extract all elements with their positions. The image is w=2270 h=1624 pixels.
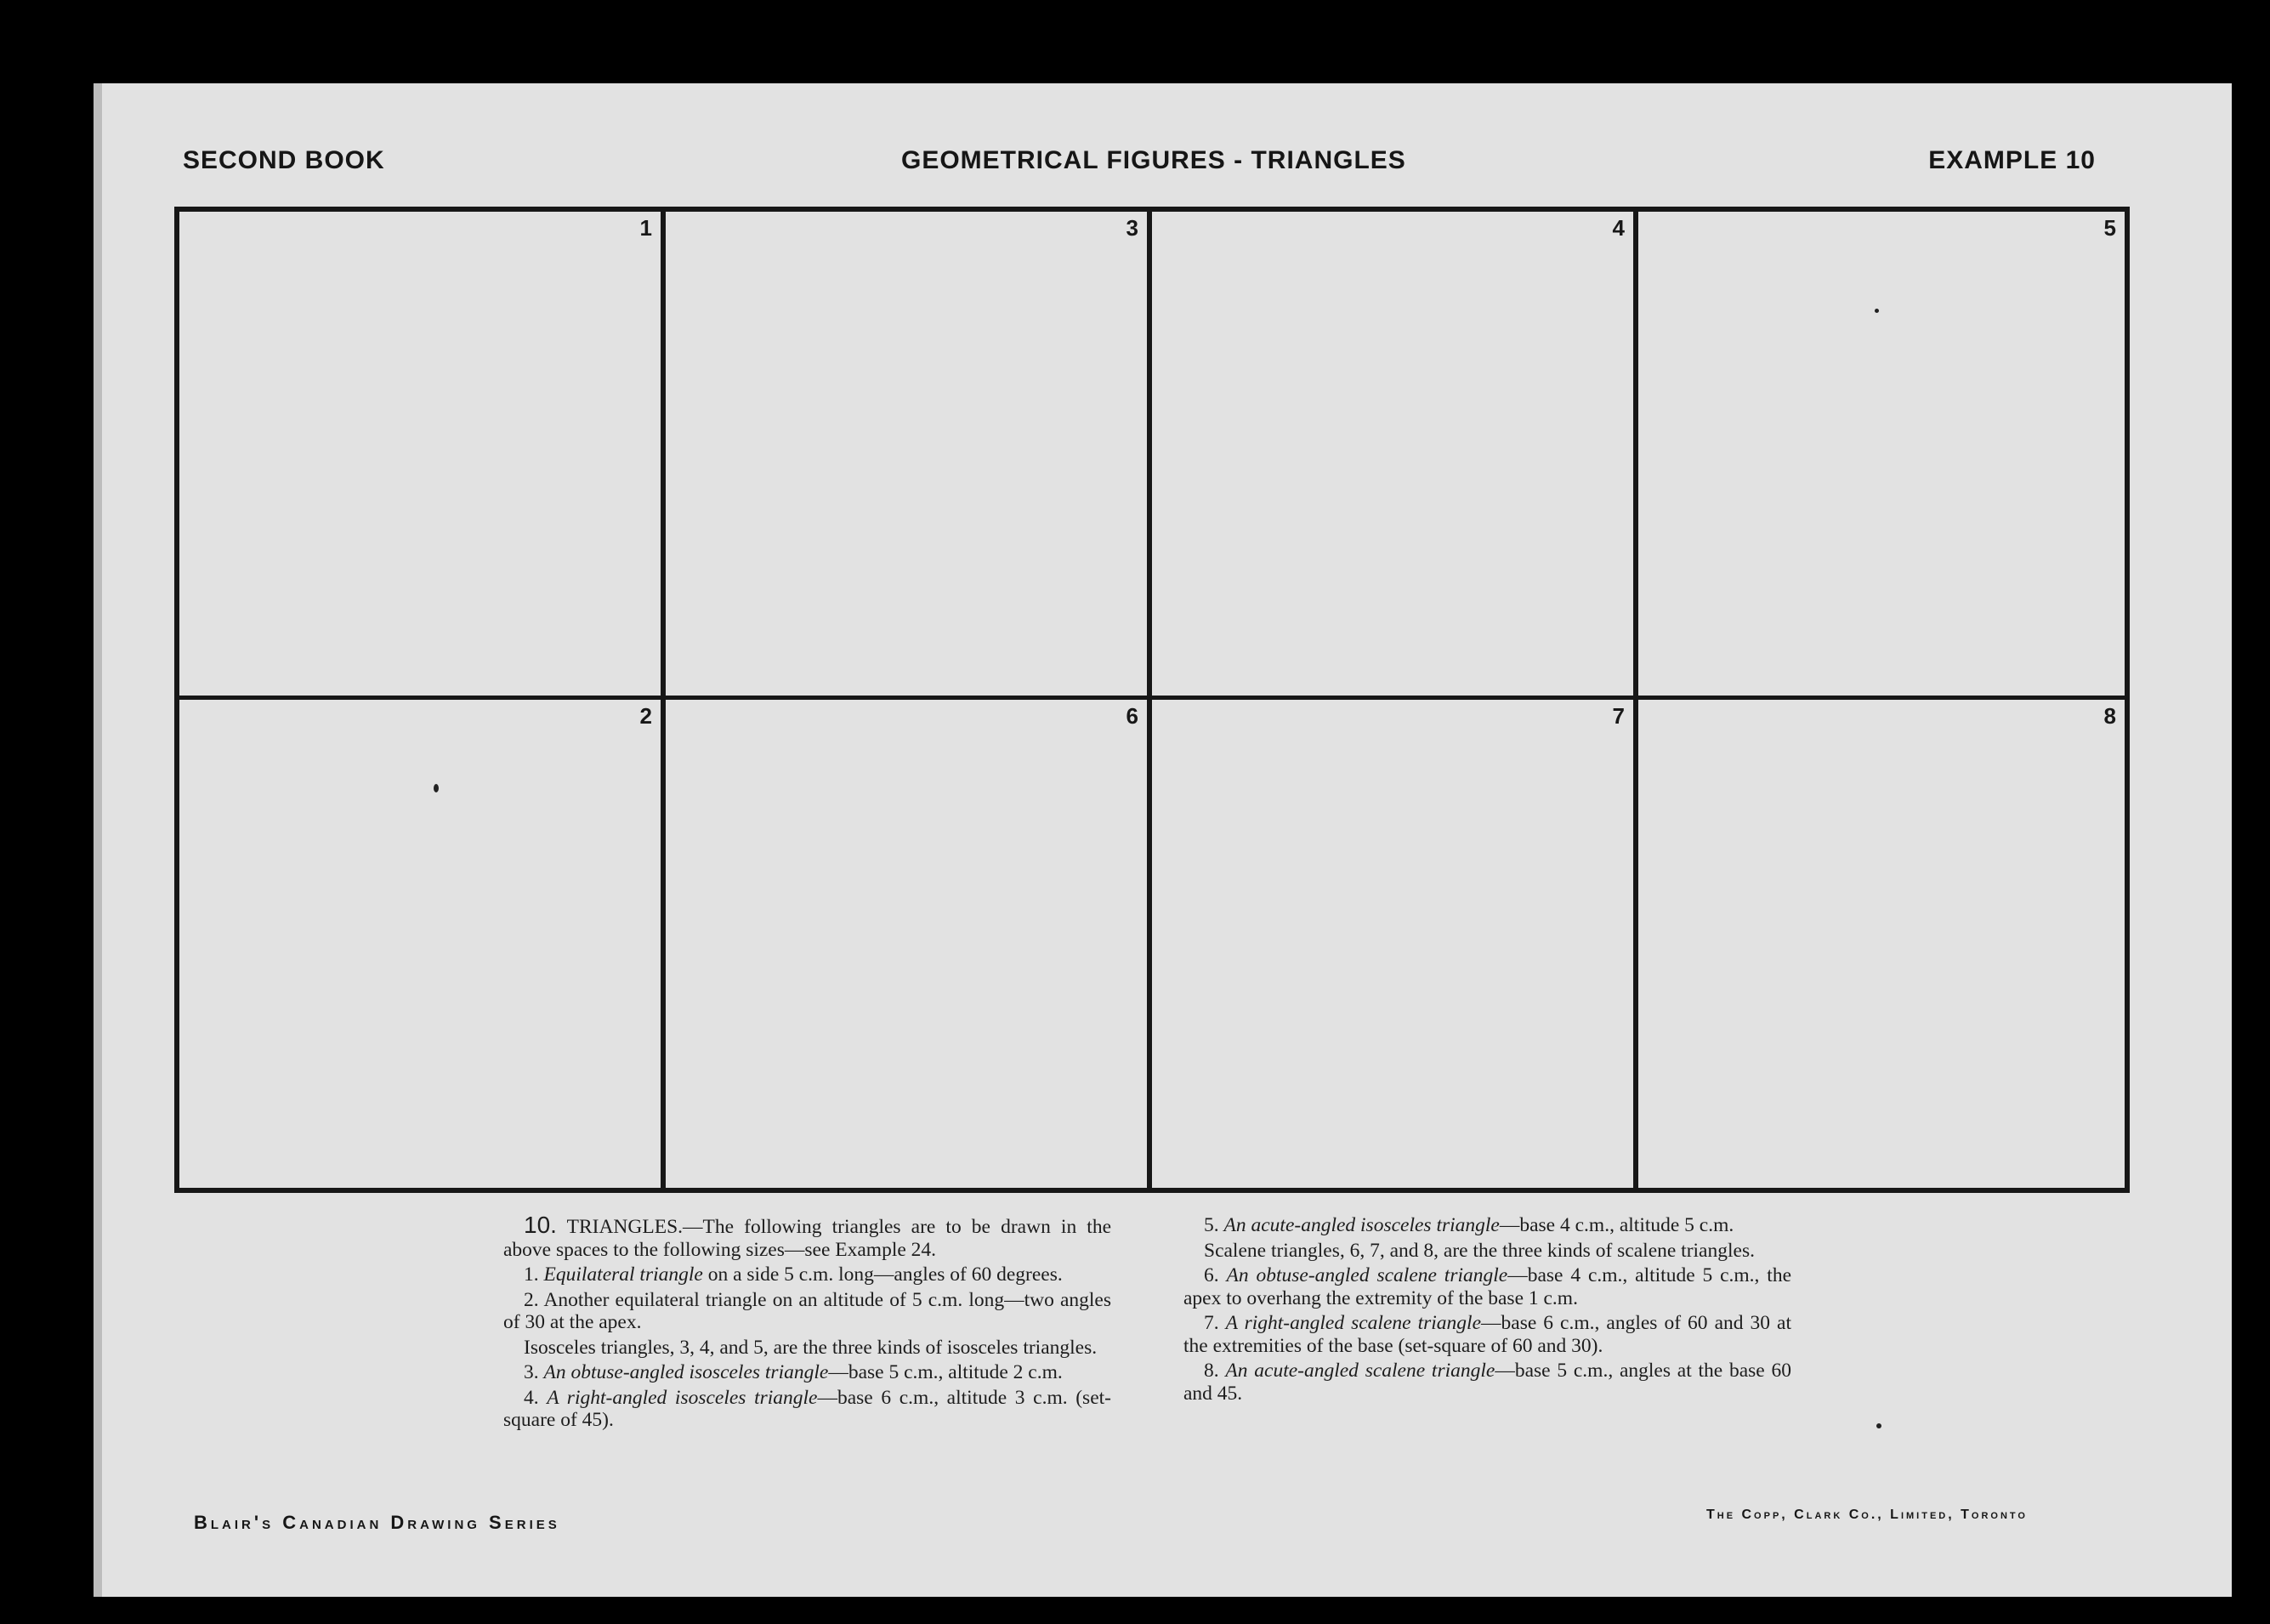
instruction-2: 2. Another equilateral triangle on an altitude of 5 c.m. long—two angles of 30 at the apex.	[503, 1288, 1111, 1333]
section-number: 10.	[524, 1212, 557, 1238]
instruction-4	[503, 1387, 1111, 1432]
box-number: 3	[1126, 215, 1138, 241]
drawing-grid	[174, 207, 2130, 1193]
box-number: 1	[639, 215, 652, 241]
publisher-footer: The Copp, Clark Co., Limited, Toronto	[1706, 1508, 2028, 1522]
item-term: An acute-angled scalene triangle	[1225, 1360, 1495, 1382]
item-term: An obtuse-angled scalene triangle	[1226, 1264, 1508, 1286]
example-word: EXAMPLE	[1928, 146, 2058, 174]
item-term: A right-angled isosceles triangle	[547, 1386, 818, 1409]
series-footer: Blair's Canadian Drawing Series	[194, 1512, 560, 1533]
drawing-box	[1638, 700, 2125, 1188]
drawing-box	[179, 212, 666, 700]
drawing-box	[666, 212, 1152, 700]
paper-speck	[1875, 309, 1879, 313]
drawing-box	[1152, 700, 1638, 1188]
item-term: Equilateral triangle	[543, 1263, 703, 1286]
box-number: 6	[1126, 703, 1138, 729]
drawing-box	[179, 700, 666, 1188]
item-number: 8.	[1204, 1360, 1219, 1382]
item-number: 4.	[524, 1386, 539, 1409]
page-title: GEOMETRICAL FIGURES - TRIANGLES	[901, 146, 1406, 174]
item-term: An acute-angled isosceles triangle	[1223, 1214, 1500, 1236]
item-text: —base 5 c.m., altitude 2 c.m.	[828, 1361, 1063, 1383]
instruction-5	[1183, 1214, 1791, 1237]
item-number: 7.	[1204, 1312, 1219, 1334]
item-text: —base 6 c.m., altitude 3 c.m. (set-square of 45).	[503, 1386, 1111, 1431]
instruction-7	[1183, 1312, 1791, 1357]
box-number: 5	[2103, 215, 2116, 241]
box-number: 7	[1612, 703, 1625, 729]
item-term: An obtuse-angled isosceles triangle	[543, 1361, 829, 1383]
example-number: 10	[2065, 146, 2096, 174]
example-label	[1928, 146, 2096, 175]
item-text: —base 5 c.m., angles at the base 60 and 45.	[1183, 1360, 1791, 1405]
item-text: on a side 5 c.m. long—angles of 60 degrees.	[702, 1263, 1063, 1286]
item-term: A right-angled scalene triangle	[1225, 1312, 1482, 1334]
item-text: —base 4 c.m., altitude 5 c.m., the apex to overhang the extremity of the base 1 c.m.	[1183, 1264, 1792, 1309]
drawing-box	[1638, 212, 2125, 700]
item-text: —base 6 c.m., angles of 60 and 30 at the extremities of the base (set-square of 60 and 30).	[1183, 1312, 1792, 1357]
box-number: 4	[1612, 215, 1625, 241]
paper-speck	[1876, 1423, 1881, 1428]
book-page	[94, 83, 2232, 1597]
paper-speck	[434, 784, 439, 792]
box-number: 8	[2103, 703, 2116, 729]
item-number: 5.	[1204, 1214, 1219, 1236]
intro-paragraph	[503, 1214, 1111, 1261]
instruction-3	[503, 1361, 1111, 1384]
item-text: —base 4 c.m., altitude 5 c.m.	[1499, 1214, 1734, 1236]
book-title: SECOND BOOK	[183, 146, 385, 174]
drawing-box	[1152, 212, 1638, 700]
item-number: 3.	[524, 1361, 539, 1383]
instruction-6	[1183, 1264, 1791, 1309]
instruction-1	[503, 1263, 1111, 1286]
isosceles-note: Isosceles triangles, 3, 4, and 5, are the three kinds of isosceles triangles.	[524, 1336, 1098, 1359]
item-number: 6.	[1204, 1264, 1219, 1286]
instructions-left	[503, 1214, 1111, 1434]
instruction-8	[1183, 1360, 1791, 1405]
intro-text: TRIANGLES.—The following triangles are to be drawn in the above spaces to the following sizes—see Example 24.	[503, 1216, 1111, 1261]
box-number: 2	[639, 703, 652, 729]
item-number: 1.	[524, 1263, 539, 1286]
instructions-right	[1183, 1214, 1791, 1407]
scalene-note: Scalene triangles, 6, 7, and 8, are the three kinds of scalene triangles.	[1204, 1239, 1755, 1262]
drawing-box	[666, 700, 1152, 1188]
